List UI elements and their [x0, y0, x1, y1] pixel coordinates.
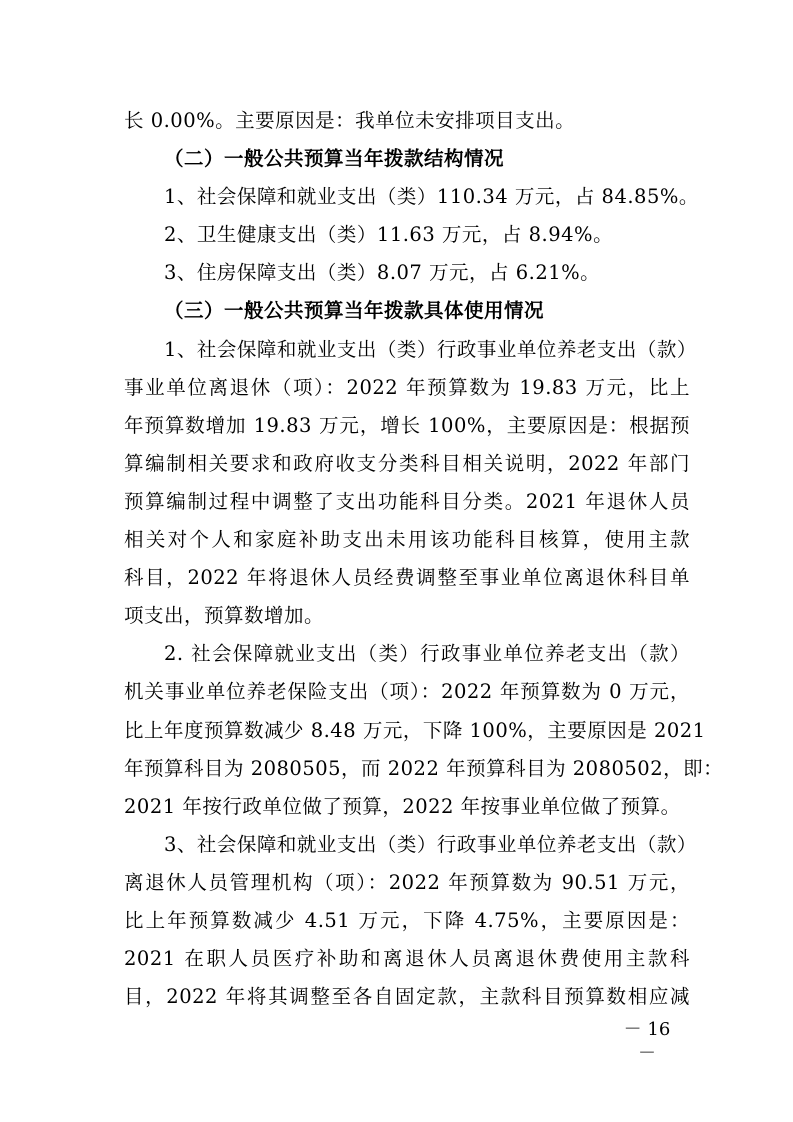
text-line: 3、社会保障和就业支出（类）行政事业单位养老支出（款） — [164, 832, 697, 856]
text-line: 算编制相关要求和政府收支分类科目相关说明，2022 年部门 — [124, 451, 690, 475]
text-line: 比上年度预算数减少 8.48 万元，下降 100%，主要原因是 2021 — [124, 718, 706, 742]
text-line: 2. 社会保障就业支出（类）行政事业单位养老支出（款） — [164, 642, 690, 666]
text-line: 目，2022 年将其调整至各自固定款，主款科目预算数相应减 — [124, 985, 690, 1009]
text-line: 科目，2022 年将退休人员经费调整至事业单位离退休科目单 — [124, 566, 690, 590]
text-line: 离退休人员管理机构（项）：2022 年预算数为 90.51 万元， — [124, 870, 690, 894]
body-text — [124, 102, 724, 1016]
text-line: 相关对个人和家庭补助支出未用该功能科目核算，使用主款 — [124, 528, 690, 552]
text-line: 事业单位离退休（项）：2022 年预算数为 19.83 万元，比上 — [124, 375, 690, 399]
text-line: 预算编制过程中调整了支出功能科目分类。2021 年退休人员 — [124, 489, 690, 513]
text-line: 2021 年按行政单位做了预算，2022 年按事业单位做了预算。 — [124, 794, 681, 818]
text-line: 长 0.00%。主要原因是：我单位未安排项目支出。 — [124, 109, 576, 132]
text-line: 项支出，预算数增加。 — [124, 604, 325, 628]
text-line: 1、社会保障和就业支出（类）110.34 万元，占 84.85%。 — [164, 185, 699, 209]
text-line: 年预算数增加 19.83 万元，增长 100%，主要原因是：根据预 — [124, 413, 690, 437]
text-line: 1、社会保障和就业支出（类）行政事业单位养老支出（款） — [164, 337, 697, 361]
text-line: 机关事业单位养老保险支出（项）：2022 年预算数为 0 万元， — [124, 680, 690, 704]
page-number: － 16 － — [623, 1019, 671, 1064]
text-line: 3、住房保障支出（类）8.07 万元，占 6.21%。 — [164, 261, 601, 285]
text-line: 年预算科目为 2080505，而 2022 年预算科目为 2080502，即： — [124, 756, 724, 780]
text-line: 2、卫生健康支出（类）11.63 万元，占 8.94%。 — [164, 223, 614, 247]
text-line: 比上年预算数减少 4.51 万元，下降 4.75%，主要原因是： — [124, 908, 690, 932]
section-heading: （二）一般公共预算当年拨款结构情况 — [164, 147, 505, 171]
section-heading: （三）一般公共预算当年拨款具体使用情况 — [164, 299, 545, 323]
text-line: 2021 在职人员医疗补助和离退休人员离退休费使用主款科 — [124, 947, 690, 971]
